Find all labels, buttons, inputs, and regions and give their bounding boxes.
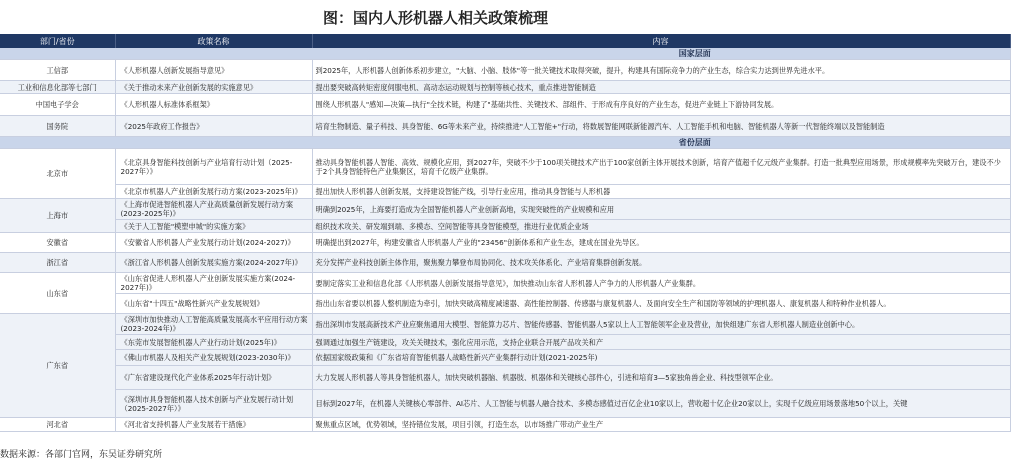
row-policy: 《2025年政府工作报告》	[115, 116, 312, 137]
row-dept: 上海市	[0, 199, 115, 233]
row-policy: 《河北省支持机器人产业发展若干措施》	[115, 418, 312, 432]
row-policy: 《山东省促进人形机器人产业创新发展实施方案(2024-2027年)》	[115, 273, 312, 294]
row-content: 提出要突破高转矩密度伺服电机、高动态运动规划与控制等核心技术，重点推进智能制造	[312, 81, 1010, 94]
row-policy: 《北京市机器人产业创新发展行动方案(2023-2025年)》	[115, 185, 312, 199]
row-content: 培育生物制造、量子科技、具身智能、6G等未来产业，持续推进"人工智能+"行动，将数展智能网联新能源汽车、人工智能手机和电脑、智能机器人等新一代智能终端以及智能制造	[312, 116, 1010, 137]
row-policy: 《安徽省人形机器人产业发展行动计划(2024-2027)》	[115, 233, 312, 253]
row-policy: 《广东省建设现代化产业体系2025年行动计划》	[115, 366, 312, 390]
row-dept: 工业和信息化部等七部门	[0, 81, 115, 94]
row-dept: 中国电子学会	[0, 94, 115, 116]
table-row	[0, 94, 1010, 116]
row-policy: 《浙江省人形机器人创新发展实施方案(2024-2027年)》	[115, 253, 312, 273]
row-dept: 北京市	[0, 149, 115, 199]
row-content: 指出山东省要以机器人整机制造为牵引，加快突破高精度减速器、高性能控制器、传感器与康复机器人、及面向安全生产和国防等领域的护理机器人、康复机器人和特种作业机器人。	[312, 294, 1010, 314]
row-policy: 《北京具身智能科技创新与产业培育行动计划（2025-2027年）》	[115, 149, 312, 185]
row-dept: 浙江省	[0, 253, 115, 273]
row-policy: 《人形机器人标准体系框架》	[115, 94, 312, 116]
table-row	[0, 314, 1010, 335]
row-dept: 安徽省	[0, 233, 115, 253]
row-content: 组织技术攻关、研发端到端、多模态、空间智能等具身智能模型，推进行业优质企业场	[312, 220, 1010, 233]
table-row	[0, 60, 1010, 81]
row-policy: 《佛山市机器人及相关产业发展规划(2023-2030年)》	[115, 350, 312, 366]
table-row	[0, 199, 1010, 220]
table-row	[0, 220, 1010, 233]
table-row	[0, 253, 1010, 273]
row-content: 聚焦重点区域，优势领域，坚持错位发展，项目引领，打造生态，以市场推广带动产业生产	[312, 418, 1010, 432]
table-row	[0, 294, 1010, 314]
table-row	[0, 233, 1010, 253]
page-title: 图：国内人形机器人相关政策梳理	[323, 9, 549, 27]
row-content: 到2025年，人形机器人创新体系初步建立，"大脑、小脑、肢体"等一批关键技术取得突破，提升，构建具有国际竞争力的产业生态，综合实力达到世界先进水平。	[312, 60, 1010, 81]
row-policy: 《上海市促进智能机器人产业高质量创新发展行动方案(2023-2025年)》	[115, 199, 312, 220]
row-content: 围绕人形机器人"感知—决策—执行"全技术链，构建了"基础共性、关键技术、部组件、于形成有序良好的产业生态，促进产业链上下游协同发展。	[312, 94, 1010, 116]
table-row	[0, 366, 1010, 390]
table-row	[0, 116, 1010, 137]
table-row	[0, 418, 1010, 432]
row-policy: 《人形机器人创新发展指导意见》	[115, 60, 312, 81]
table-row	[0, 81, 1010, 94]
row-content: 明确到2025年，上海要打造成为全国智能机器人产业创新高地，实现突破性的产业规模和应用	[312, 199, 1010, 220]
row-policy: 《山东省"十四五"战略性新兴产业发展规划》	[115, 294, 312, 314]
row-content: 提出加快人形机器人创新发展，支持建设智能产线，引导行业应用，推动具身智能与人形机器	[312, 185, 1010, 199]
header-content: 内容	[312, 34, 1010, 48]
row-policy: 《关于人工智能"模塑申城"的实施方案》	[115, 220, 312, 233]
row-policy: 《关于推动未来产业创新发展的实施意见》	[115, 81, 312, 94]
row-content: 依据国家级政策和《广东省培育智能机器人战略性新兴产业集群行动计划(2021-2025年)	[312, 350, 1010, 366]
row-content: 要制定落实工业和信息化部《人形机器人创新发展指导意见》，加快推动山东省人形机器人产争力的人形机器人产业集群。	[312, 273, 1010, 294]
row-policy: 《深圳市加快推动人工智能高质量发展高水平应用行动方案(2023-2024年)》	[115, 314, 312, 335]
row-content: 强调通过加强生产链建设，攻关关键技术，强化应用示范，支持企业联合开展产品攻关和产	[312, 335, 1010, 350]
table-row	[0, 149, 1010, 185]
row-policy: 《深圳市具身智能机器人技术创新与产业发展行动计划（2025-2027年）》	[115, 390, 312, 418]
row-dept: 广东省	[0, 314, 115, 418]
header-dept: 部门/省份	[0, 34, 115, 48]
row-content: 目标到2027年，在机器人关键核心零部件、AI芯片、人工智能与机器人融合技术、多模态感值过百亿企业10家以上，营收超十亿企业20家以上，实现千亿级应用场景落地50个以上，关键	[312, 390, 1010, 418]
policy-table	[0, 34, 1001, 450]
row-dept: 国务院	[0, 116, 115, 137]
header-policy: 政策名称	[115, 34, 312, 48]
table-header-row	[0, 34, 1010, 48]
table-row	[0, 350, 1010, 366]
table-row	[0, 390, 1010, 418]
row-content: 指出深圳市发展高新技术产业应聚焦通用大模型、智能算力芯片、智能传感器、智能机器人5家以上人工智能领军企业及营业，加快组建广东省人形机器人制造业创新中心。	[312, 314, 1010, 335]
row-dept: 河北省	[0, 418, 115, 432]
row-content: 充分发挥产业科技创新主体作用，聚焦聚力攀登布局协同化、技术攻关体系化、产业培育集群创新发展。	[312, 253, 1010, 273]
table-row	[0, 185, 1010, 199]
row-content: 推动具身智能机器人智能、高效、规模化应用，到2027年，突破不少于100项关键技术产出于100家创新主体开展技术创新，培育产值超千亿元级产业集群。打造一批典型应用场景，形成规模率先突破万台，建设不少于2个具身智能特色产业集聚区，培育千亿级产业集群。	[312, 149, 1010, 185]
source-note: 数据来源：各部门官网，东吴证券研究所	[0, 450, 163, 460]
table-row	[0, 273, 1010, 294]
table-row	[0, 335, 1010, 350]
row-dept: 工信部	[0, 60, 115, 81]
section-national: 国家层面	[0, 48, 1010, 60]
row-dept: 山东省	[0, 273, 115, 314]
section-provincial: 省份层面	[0, 137, 1010, 149]
row-policy: 《东莞市发展智能机器人产业行动计划(2025年)》	[115, 335, 312, 350]
row-content: 明确提出到2027年，构建安徽省人形机器人产业的"23456"创新体系和产业生态，建成在国业先导区。	[312, 233, 1010, 253]
row-content: 大力发展人形机器人等具身智能机器人，加快突破机器脑、机器肢、机器体和关键核心部件心，引进和培育3—5家独角兽企业、科技型领军企业。	[312, 366, 1010, 390]
